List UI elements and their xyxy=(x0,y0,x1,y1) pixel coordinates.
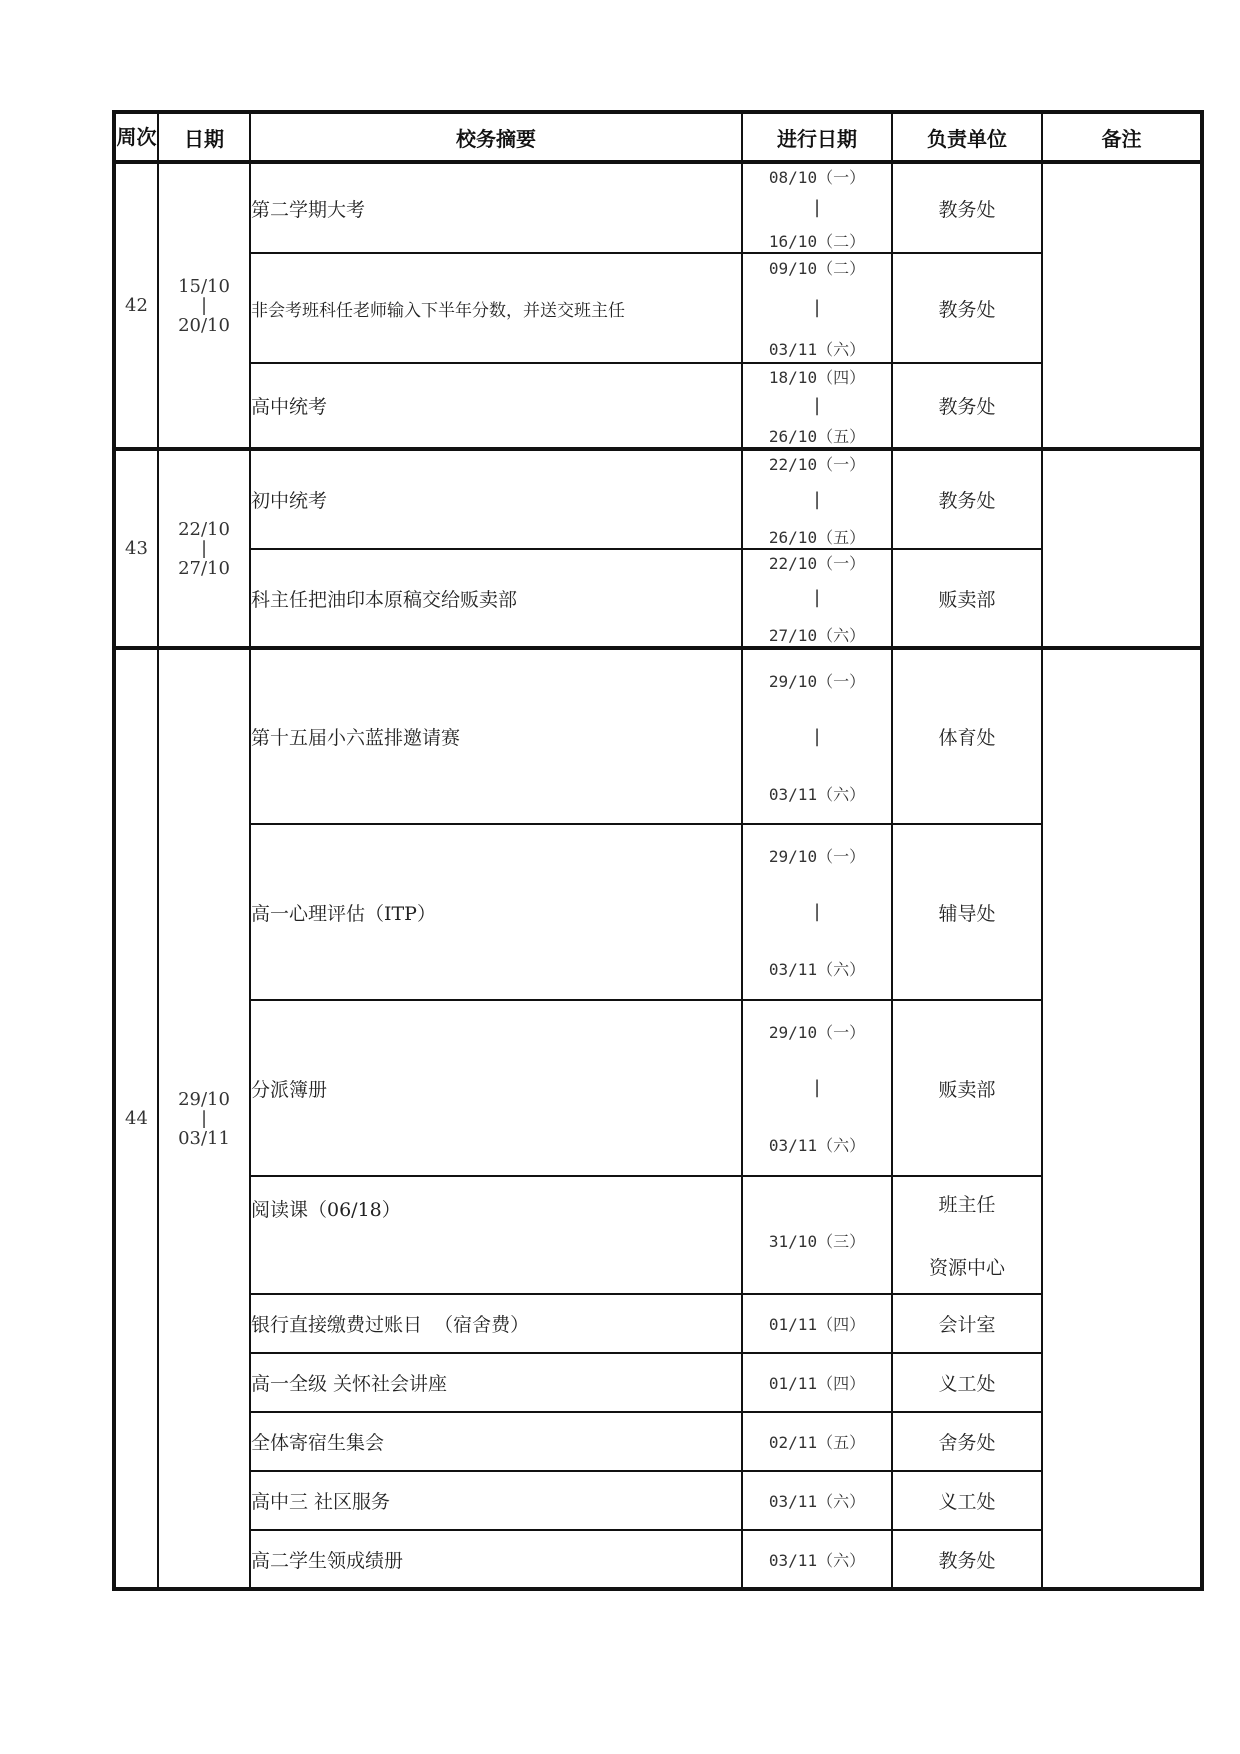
task-summary: 非会考班科任老师输入下半年分数，并送交班主任 xyxy=(250,253,742,363)
period-sep: | xyxy=(811,488,823,510)
task-unit: 教务处 xyxy=(892,449,1042,549)
task-period xyxy=(742,162,892,253)
table-row xyxy=(114,1294,1202,1353)
week-number: 43 xyxy=(114,449,158,648)
period-end: 16/10（二） xyxy=(768,231,866,251)
range-end: 27/10 xyxy=(178,557,230,579)
header-remark: 备注 xyxy=(1042,112,1202,162)
period-sep: | xyxy=(811,197,823,218)
task-period xyxy=(742,449,892,549)
period-sep: | xyxy=(811,587,823,608)
task-date: 01/11（四） xyxy=(742,1294,892,1353)
task-unit: 舍务处 xyxy=(892,1412,1042,1471)
period-start: 29/10（一） xyxy=(768,1023,866,1042)
range-start: 29/10 xyxy=(178,1088,230,1110)
task-date: 03/11（六） xyxy=(742,1530,892,1589)
task-unit-secondary: 资源中心 xyxy=(928,1257,1005,1279)
range-sep: | xyxy=(200,1107,208,1129)
table-row xyxy=(114,549,1202,648)
task-summary: 高中三 社区服务 xyxy=(250,1471,742,1530)
range-sep: | xyxy=(200,294,208,316)
table-row xyxy=(114,1471,1202,1530)
range-start: 15/10 xyxy=(178,275,230,297)
week-number: 42 xyxy=(114,162,158,449)
task-summary: 高中统考 xyxy=(250,363,742,449)
task-summary: 高一心理评估（ITP） xyxy=(250,824,742,1000)
period-sep: | xyxy=(811,1077,823,1098)
table-row xyxy=(114,1176,1202,1294)
period-start: 29/10（一） xyxy=(768,671,866,691)
period-sep: | xyxy=(811,901,823,922)
task-unit xyxy=(892,1176,1042,1294)
table-row xyxy=(114,363,1202,449)
task-unit: 辅导处 xyxy=(892,824,1042,1000)
task-unit: 会计室 xyxy=(892,1294,1042,1353)
task-summary: 分派簿册 xyxy=(250,1000,742,1176)
period-start: 22/10（一） xyxy=(768,553,866,573)
table-row xyxy=(114,824,1202,1000)
task-summary: 阅读课（06/18） xyxy=(250,1176,742,1294)
task-unit: 贩卖部 xyxy=(892,1000,1042,1176)
period-start: 29/10（一） xyxy=(768,847,866,866)
school-schedule-table xyxy=(112,110,1204,1591)
task-date: 03/11（六） xyxy=(742,1471,892,1530)
header-date: 日期 xyxy=(158,112,250,162)
period-end: 03/11（六） xyxy=(768,1136,866,1155)
task-unit: 教务处 xyxy=(892,363,1042,449)
task-unit: 义工处 xyxy=(892,1353,1042,1412)
header-week xyxy=(114,112,158,162)
remark-cell xyxy=(1042,648,1202,1589)
header-summary: 校务摘要 xyxy=(250,112,742,162)
task-unit: 教务处 xyxy=(892,1530,1042,1589)
range-end: 03/11 xyxy=(178,1127,230,1149)
period-end: 03/11（六） xyxy=(768,340,866,359)
period-start: 22/10（一） xyxy=(768,454,866,474)
task-summary: 高二学生领成绩册 xyxy=(250,1530,742,1589)
period-sep: | xyxy=(811,297,823,318)
header-period: 进行日期 xyxy=(742,112,892,162)
task-period xyxy=(742,824,892,1000)
task-unit: 教务处 xyxy=(892,162,1042,253)
task-summary: 全体寄宿生集会 xyxy=(250,1412,742,1471)
task-unit: 贩卖部 xyxy=(892,549,1042,648)
table-row xyxy=(114,253,1202,363)
week-number: 44 xyxy=(114,648,158,1589)
header-week-label: 周次 xyxy=(116,125,157,149)
task-period xyxy=(742,1000,892,1176)
table-row xyxy=(114,648,1202,824)
range-end: 20/10 xyxy=(178,314,230,336)
task-date: 02/11（五） xyxy=(742,1412,892,1471)
range-sep: | xyxy=(200,537,208,559)
task-date: 01/11（四） xyxy=(742,1353,892,1412)
remark-cell xyxy=(1042,449,1202,648)
period-start: 18/10（四） xyxy=(768,367,866,387)
table-row xyxy=(114,1412,1202,1471)
table-row xyxy=(114,162,1202,253)
table-row xyxy=(114,449,1202,549)
remark-cell xyxy=(1042,162,1202,449)
header-row xyxy=(114,112,1202,162)
task-unit: 体育处 xyxy=(892,648,1042,824)
week-range xyxy=(158,648,250,1589)
task-period xyxy=(742,648,892,824)
table-row xyxy=(114,1000,1202,1176)
task-period xyxy=(742,363,892,449)
task-unit-primary: 班主任 xyxy=(938,1194,996,1216)
period-end: 03/11（六） xyxy=(768,960,866,979)
table-row xyxy=(114,1530,1202,1589)
task-summary: 银行直接缴费过账日 （宿舍费） xyxy=(250,1294,742,1353)
task-period xyxy=(742,253,892,363)
period-start: 08/10（一） xyxy=(768,167,866,187)
period-end: 03/11（六） xyxy=(768,784,866,804)
period-end: 26/10（五） xyxy=(768,426,866,446)
task-summary: 高一全级 关怀社会讲座 xyxy=(250,1353,742,1412)
period-end: 26/10（五） xyxy=(768,527,866,547)
week-range xyxy=(158,162,250,449)
period-start: 09/10（二） xyxy=(768,259,866,278)
task-summary: 初中统考 xyxy=(250,449,742,549)
task-summary: 第二学期大考 xyxy=(250,162,742,253)
week-range xyxy=(158,449,250,648)
task-period xyxy=(742,549,892,648)
table-row xyxy=(114,1353,1202,1412)
task-unit: 义工处 xyxy=(892,1471,1042,1530)
task-summary: 第十五届小六蓝排邀请赛 xyxy=(250,648,742,824)
task-date: 31/10（三） xyxy=(742,1176,892,1294)
range-start: 22/10 xyxy=(178,518,230,540)
period-end: 27/10（六） xyxy=(768,625,866,645)
header-unit: 负责单位 xyxy=(892,112,1042,162)
period-sep: | xyxy=(811,394,823,416)
task-summary: 科主任把油印本原稿交给贩卖部 xyxy=(250,549,742,648)
task-unit: 教务处 xyxy=(892,253,1042,363)
period-sep: | xyxy=(811,725,823,747)
